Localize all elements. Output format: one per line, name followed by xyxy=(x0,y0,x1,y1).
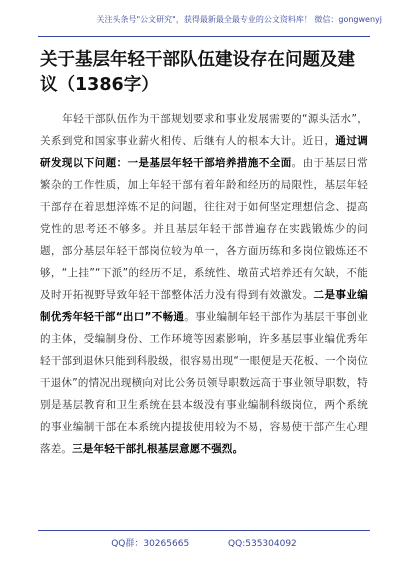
body-text-1: 年轻干部队伍作为干部规划要求和事业发展需要的“源头活水”，关系到党和国家事业薪火相传、后继有人的根本大计。近日， xyxy=(40,113,368,147)
footer-qq: QQ:535304092 xyxy=(228,539,297,549)
highlight-problem-3: 三是年轻干部扎根基层意愿不强烈。 xyxy=(72,443,244,455)
footer-qq-group: QQ群：30265665 xyxy=(111,539,190,549)
highlight-problem-1: 通过调研发现以下问题：一是基层年轻干部培养措施不全面 xyxy=(40,135,368,169)
header-banner: 关注头条号"公文研究"，获得最新最全最专业的公文资料库！ 微信：gongwenyj xyxy=(96,15,382,24)
header-divider xyxy=(38,36,370,37)
document-title: 关于基层年轻干部队伍建设存在问题及建议（1386字） xyxy=(40,50,355,95)
highlight-problem-2: 二是事业编制优秀年轻干部“出口”不畅通 xyxy=(40,289,369,323)
footer xyxy=(0,536,408,549)
body-text-3: 。事业编制年轻干部作为基层干事创业的主体，受编制身份、工作环境等因素影响，许多基层事业编优秀年轻干部到退休只能到科股级，很容易出现“一眼便是天花板、一个岗位干退休”的情况出现横向对比公务员领导职数远高于事业领导职数，特别是基层教育和卫生系统在县本级没有事业编制科级岗位，两个系统的事业编制干部在本系统内提拔使用较为不易，容易使干部产生心理落差。 xyxy=(40,311,368,455)
body-text-2: 。由于基层日常繁杂的工作性质，加上年轻干部有着年龄和经历的局限性，基层年轻干部存在着思想淬炼不足的问题，往往对于如何坚定理想信念、提高党性的思考还不够多。并且基层年轻干部普遍存在实践锻炼少的问题，部分基层年轻干部岗位较为单一，各方面历练和多岗位锻炼还不够，“上挂”“下派”的经历不足，系统性、墩苗式培养还有欠缺，不能及时开拓视野导致年轻干部整体活力没有得到有效激发。 xyxy=(40,157,368,301)
document-body xyxy=(40,108,368,460)
footer-divider xyxy=(38,530,370,531)
